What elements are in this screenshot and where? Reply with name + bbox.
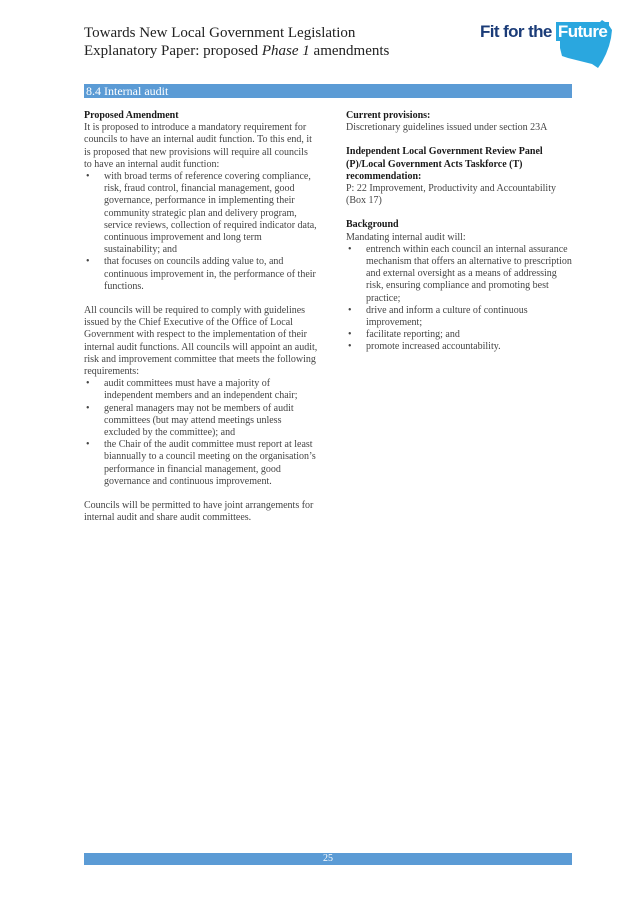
joint-arrangements-paragraph: Councils will be permitted to have joint arrangements for internal audit and share audit committees.	[84, 500, 314, 524]
proposed-amendment-intro: It is proposed to introduce a mandatory requirement for councils to have an internal audit function. To this end, it is proposed that new provisions will require all councils to have an internal audit function:	[84, 122, 312, 170]
header-subtitle	[84, 42, 444, 60]
committee-requirements-list	[84, 378, 318, 488]
logo-text	[480, 22, 609, 42]
footer-bar	[84, 853, 572, 865]
background-heading: Background	[346, 219, 399, 231]
list-item: • that focuses on councils adding value to, and continuous improvement in, the performance of their functions.	[84, 256, 318, 293]
current-provisions-text: Discretionary guidelines issued under section 23A	[346, 122, 548, 134]
compliance-paragraph: All councils will be required to comply with guidelines issued by the Chief Executive of the Office of Local Government with respect to the implementation of their internal audit functions. All councils will appoint an audit, risk and improvement committee that meets the following requirements:	[84, 305, 318, 378]
list-item: • audit committees must have a majority of independent members and an independent chair;	[84, 378, 318, 402]
current-provisions-heading: Current provisions:	[346, 110, 431, 121]
background-intro: Mandating internal audit will:	[346, 231, 466, 243]
list-item: • facilitate reporting; and	[346, 329, 574, 341]
proposed-amendment-heading: Proposed Amendment	[84, 110, 179, 121]
list-item: • entrench within each council an internal assurance mechanism that offers an alternative to prescription and external oversight as a means of addressing risk, ensuring compliance and promoting best practice;	[346, 244, 574, 305]
right-column	[346, 110, 574, 354]
logo-text-dark: Fit for the	[480, 22, 556, 41]
document-header	[84, 24, 444, 60]
section-title-bar	[84, 84, 572, 98]
header-subtitle-suffix: amendments	[309, 43, 390, 59]
list-item: • drive and inform a culture of continuous improvement;	[346, 305, 574, 329]
list-item: • promote increased accountability.	[346, 341, 574, 353]
list-item: • with broad terms of reference covering compliance, risk, fraud control, financial management, good governance, performance in implementing their community strategic plan and delivery program, service reviews, collection of required indicator data, continuous improvement and long term sustainability; and	[84, 171, 318, 256]
list-item: • the Chair of the audit committee must report at least biannually to a council meeting on the organisation’s performance in financial management, good governance and continuous improvement.	[84, 439, 318, 488]
function-requirements-list	[84, 171, 318, 293]
background-list	[346, 244, 574, 354]
section-title: 8.4 Internal audit	[86, 84, 169, 98]
fit-for-the-future-logo	[480, 18, 616, 70]
left-column	[84, 110, 318, 525]
logo-text-highlight: Future	[557, 22, 608, 41]
page-number: 25	[323, 853, 333, 864]
header-subtitle-italic: Phase 1	[261, 43, 310, 59]
header-subtitle-prefix: Explanatory Paper: proposed	[84, 43, 262, 59]
panel-recommendation-text: P: 22 Improvement, Productivity and Accountability (Box 17)	[346, 183, 556, 207]
list-item: • general managers may not be members of audit committees (but may attend meetings unless excluded by the committee); and	[84, 403, 318, 440]
panel-recommendation-heading: Independent Local Government Review Panel (P)/Local Government Acts Taskforce (T) recommendation:	[346, 146, 543, 182]
header-title: Towards New Local Government Legislation	[84, 25, 356, 41]
